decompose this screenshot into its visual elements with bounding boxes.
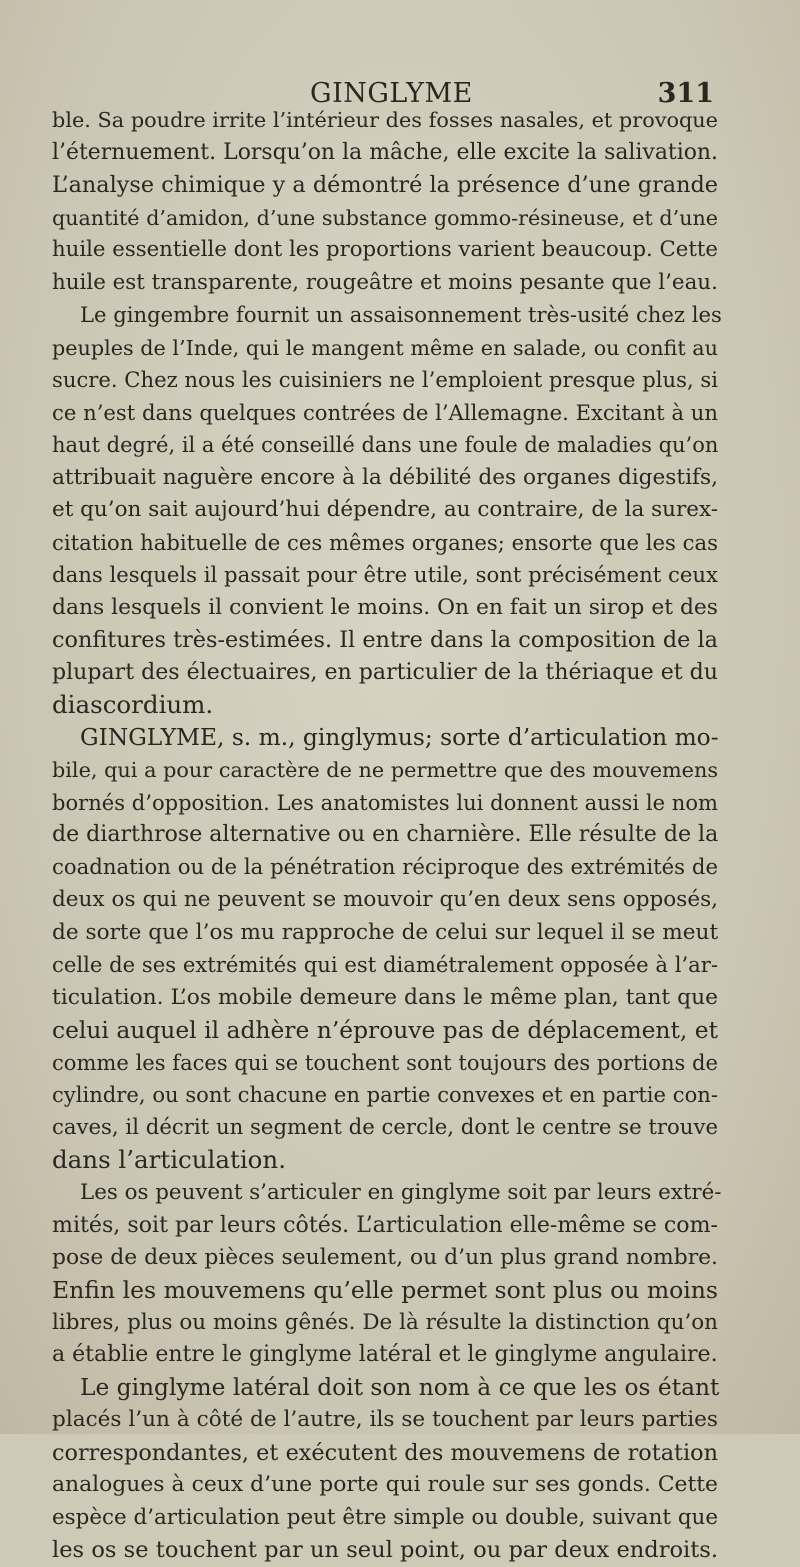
text-line: libres, plus ou moins gênés. De là résulte la distinction qu’on	[52, 1309, 718, 1335]
text-line: bile, qui a pour caractère de ne permettre que des mouvemens	[52, 758, 718, 782]
text-line: Enfin les mouvemens qu’elle permet sont plus ou moins	[52, 1276, 718, 1304]
text-line: l’éternuement. Lorsqu’on la mâche, elle excite la salivation.	[52, 139, 718, 165]
text-line: cylindre, ou sont chacune en partie convexes et en partie con-	[52, 1082, 718, 1107]
entry-heading-line: GINGLYME, s. m., ginglymus; sorte d’articulation mo-	[80, 723, 719, 751]
text-line: les os se touchent par un seul point, ou par deux endroits.	[52, 1537, 718, 1563]
text-line: attribuait naguère encore à la débilité des organes digestifs,	[52, 464, 718, 490]
text-line: de sorte que l’os mu rapproche de celui sur lequel il se meut	[52, 919, 719, 945]
page-number: 311	[657, 78, 714, 109]
text-line: Les os peuvent s’articuler en ginglyme soit par leurs extré-	[80, 1179, 722, 1205]
text-line: confitures très-estimées. Il entre dans la composition de la	[52, 627, 718, 653]
page-body	[52, 104, 722, 1567]
text-line: celui auquel il adhère n’éprouve pas de déplacement, et	[52, 1016, 718, 1044]
text-line: et qu’on sait aujourd’hui dépendre, au contraire, de la surex-	[52, 497, 718, 522]
text-line: comme les faces qui se touchent sont toujours des portions de	[52, 1049, 718, 1075]
text-line: a établie entre le ginglyme latéral et le ginglyme angulaire.	[52, 1342, 718, 1367]
text-line: celle de ses extrémités qui est diamétralement opposée à l’ar-	[52, 952, 718, 977]
text-line: dans l’articulation.	[52, 1145, 286, 1174]
text-line: analogues à ceux d’une porte qui roule sur ses gonds. Cette	[52, 1472, 718, 1497]
text-line: deux os qui ne peuvent se mouvoir qu’en deux sens opposés,	[52, 887, 718, 912]
text-line: ticulation. L’os mobile demeure dans le même plan, tant que	[52, 984, 718, 1010]
text-line: de diarthrose alternative ou en charnière. Elle résulte de la	[52, 822, 719, 847]
text-line: L’analyse chimique y a démontré la présence d’une grande	[52, 172, 718, 198]
text-line: bornés d’opposition. Les anatomistes lui donnent aussi le nom	[52, 789, 718, 815]
text-line: ble. Sa poudre irrite l’intérieur des fosses nasales, et provoque	[52, 108, 718, 132]
text-line: huile est transparente, rougeâtre et moins pesante que l’eau.	[52, 269, 718, 295]
text-line: ce n’est dans quelques contrées de l’Allemagne. Excitant à un	[52, 399, 718, 425]
text-line: diascordium.	[52, 690, 214, 719]
text-line: peuples de l’Inde, qui le mangent même en salade, ou confit au	[52, 335, 718, 360]
text-line: plupart des électuaires, en particulier de la thériaque et du	[52, 659, 718, 685]
text-line: caves, il décrit un segment de cercle, dont le centre se trouve	[52, 1114, 718, 1140]
text-line: correspondantes, et exécutent des mouvemens de rotation	[52, 1439, 718, 1466]
text-line: dans lesquels il passait pour être utile, sont précisément ceux	[52, 562, 718, 587]
text-line: quantité d’amidon, d’une substance gommo-résineuse, et d’une	[52, 205, 718, 230]
text-line: mités, soit par leurs côtés. L’articulation elle-même se com-	[52, 1212, 718, 1238]
text-line: Le ginglyme latéral doit son nom à ce que les os étant	[80, 1373, 720, 1401]
text-line: sucre. Chez nous les cuisiniers ne l’emploient presque plus, si	[52, 367, 718, 392]
text-line: citation habituelle de ces mêmes organes; ensorte que les cas	[52, 529, 718, 555]
text-line: espèce d’articulation peut être simple ou double, suivant que	[52, 1504, 718, 1530]
text-line: Le gingembre fournit un assaisonnement très-usité chez les	[80, 302, 722, 327]
text-line: haut degré, il a été conseillé dans une foule de maladies qu’on	[52, 433, 719, 457]
running-title: GINGLYME	[310, 78, 473, 109]
text-line: placés l’un à côté de l’autre, ils se touchent par leurs parties	[52, 1407, 718, 1432]
text-line: huile essentielle dont les proportions varient beaucoup. Cette	[52, 237, 718, 262]
text-line: coadnation ou de la pénétration réciproque des extrémités de	[52, 854, 718, 880]
text-line: dans lesquels il convient le moins. On en fait un sirop et des	[52, 594, 718, 620]
text-line: pose de deux pièces seulement, ou d’un plus grand nombre.	[52, 1244, 718, 1270]
